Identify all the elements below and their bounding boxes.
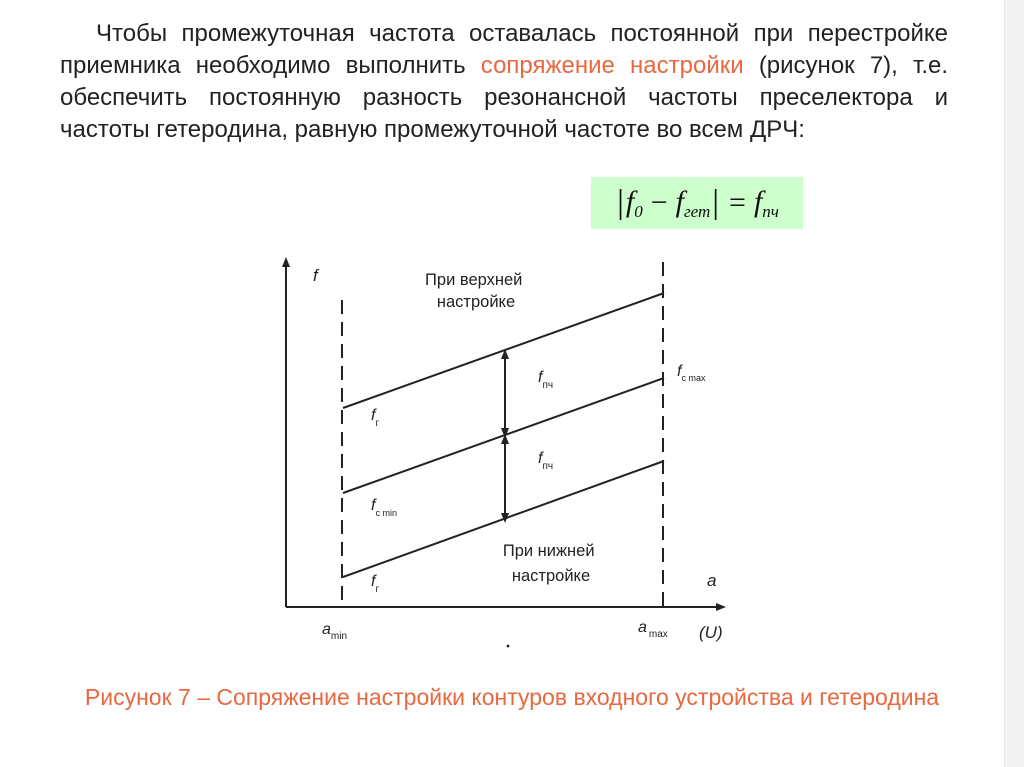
fpch-upper-label: $f_{пч}$ bbox=[538, 369, 554, 391]
fc-line bbox=[343, 378, 664, 493]
y-axis-label: f bbox=[313, 266, 318, 285]
formula-minus: − bbox=[650, 186, 668, 219]
lower-tuning-title: При нижней настройке bbox=[502, 542, 595, 585]
x-axis-label: a bbox=[707, 571, 717, 590]
abs-bar-right: | bbox=[712, 184, 720, 221]
x-axis-unit: (U) bbox=[699, 623, 723, 642]
formula-fpch: $f_{пч}$ bbox=[753, 184, 779, 221]
intro-text-after: (рисунок 7), т.е. обеспечить постоянную разность резонансной частоты преселектора и частоты гетеродина, равную промежуточной частоте во всем ДРЧ: bbox=[60, 52, 948, 143]
a-max-label: a $_{max}$ bbox=[638, 619, 668, 640]
fg-lower-label: $f_г$ bbox=[371, 573, 380, 595]
upper-tuning-title: При верхней настройке bbox=[425, 271, 523, 311]
formula-fget: $f_{гет}$ bbox=[675, 184, 711, 221]
a-min-label: $a_{min}$ bbox=[322, 621, 348, 642]
fpch-lower-label: $f_{пч}$ bbox=[538, 450, 554, 472]
figure-caption: Рисунок 7 – Сопряжение настройки контуров входного устройства и гетеродина bbox=[84, 684, 940, 710]
slide-edge bbox=[1004, 0, 1024, 767]
fg-upper-label: $f_г$ bbox=[371, 407, 380, 429]
scan-dot bbox=[507, 645, 510, 648]
intro-highlight: сопряжение настройки bbox=[480, 52, 744, 79]
abs-bar-left: | bbox=[617, 184, 624, 221]
formula bbox=[591, 177, 803, 229]
intro-text-before: Чтобы промежуточная частота оставалась постоянной при перестройке приемника необходимо выполнить bbox=[60, 20, 948, 79]
formula-f0: $f_0$ bbox=[625, 184, 643, 221]
formula-equals: = bbox=[729, 186, 746, 219]
fc-min-label: $f_{c min}$ bbox=[371, 497, 397, 518]
intro-paragraph bbox=[60, 18, 948, 146]
fc-max-label: $f_{c max}$ bbox=[677, 363, 706, 383]
tuning-diagram bbox=[255, 250, 735, 660]
